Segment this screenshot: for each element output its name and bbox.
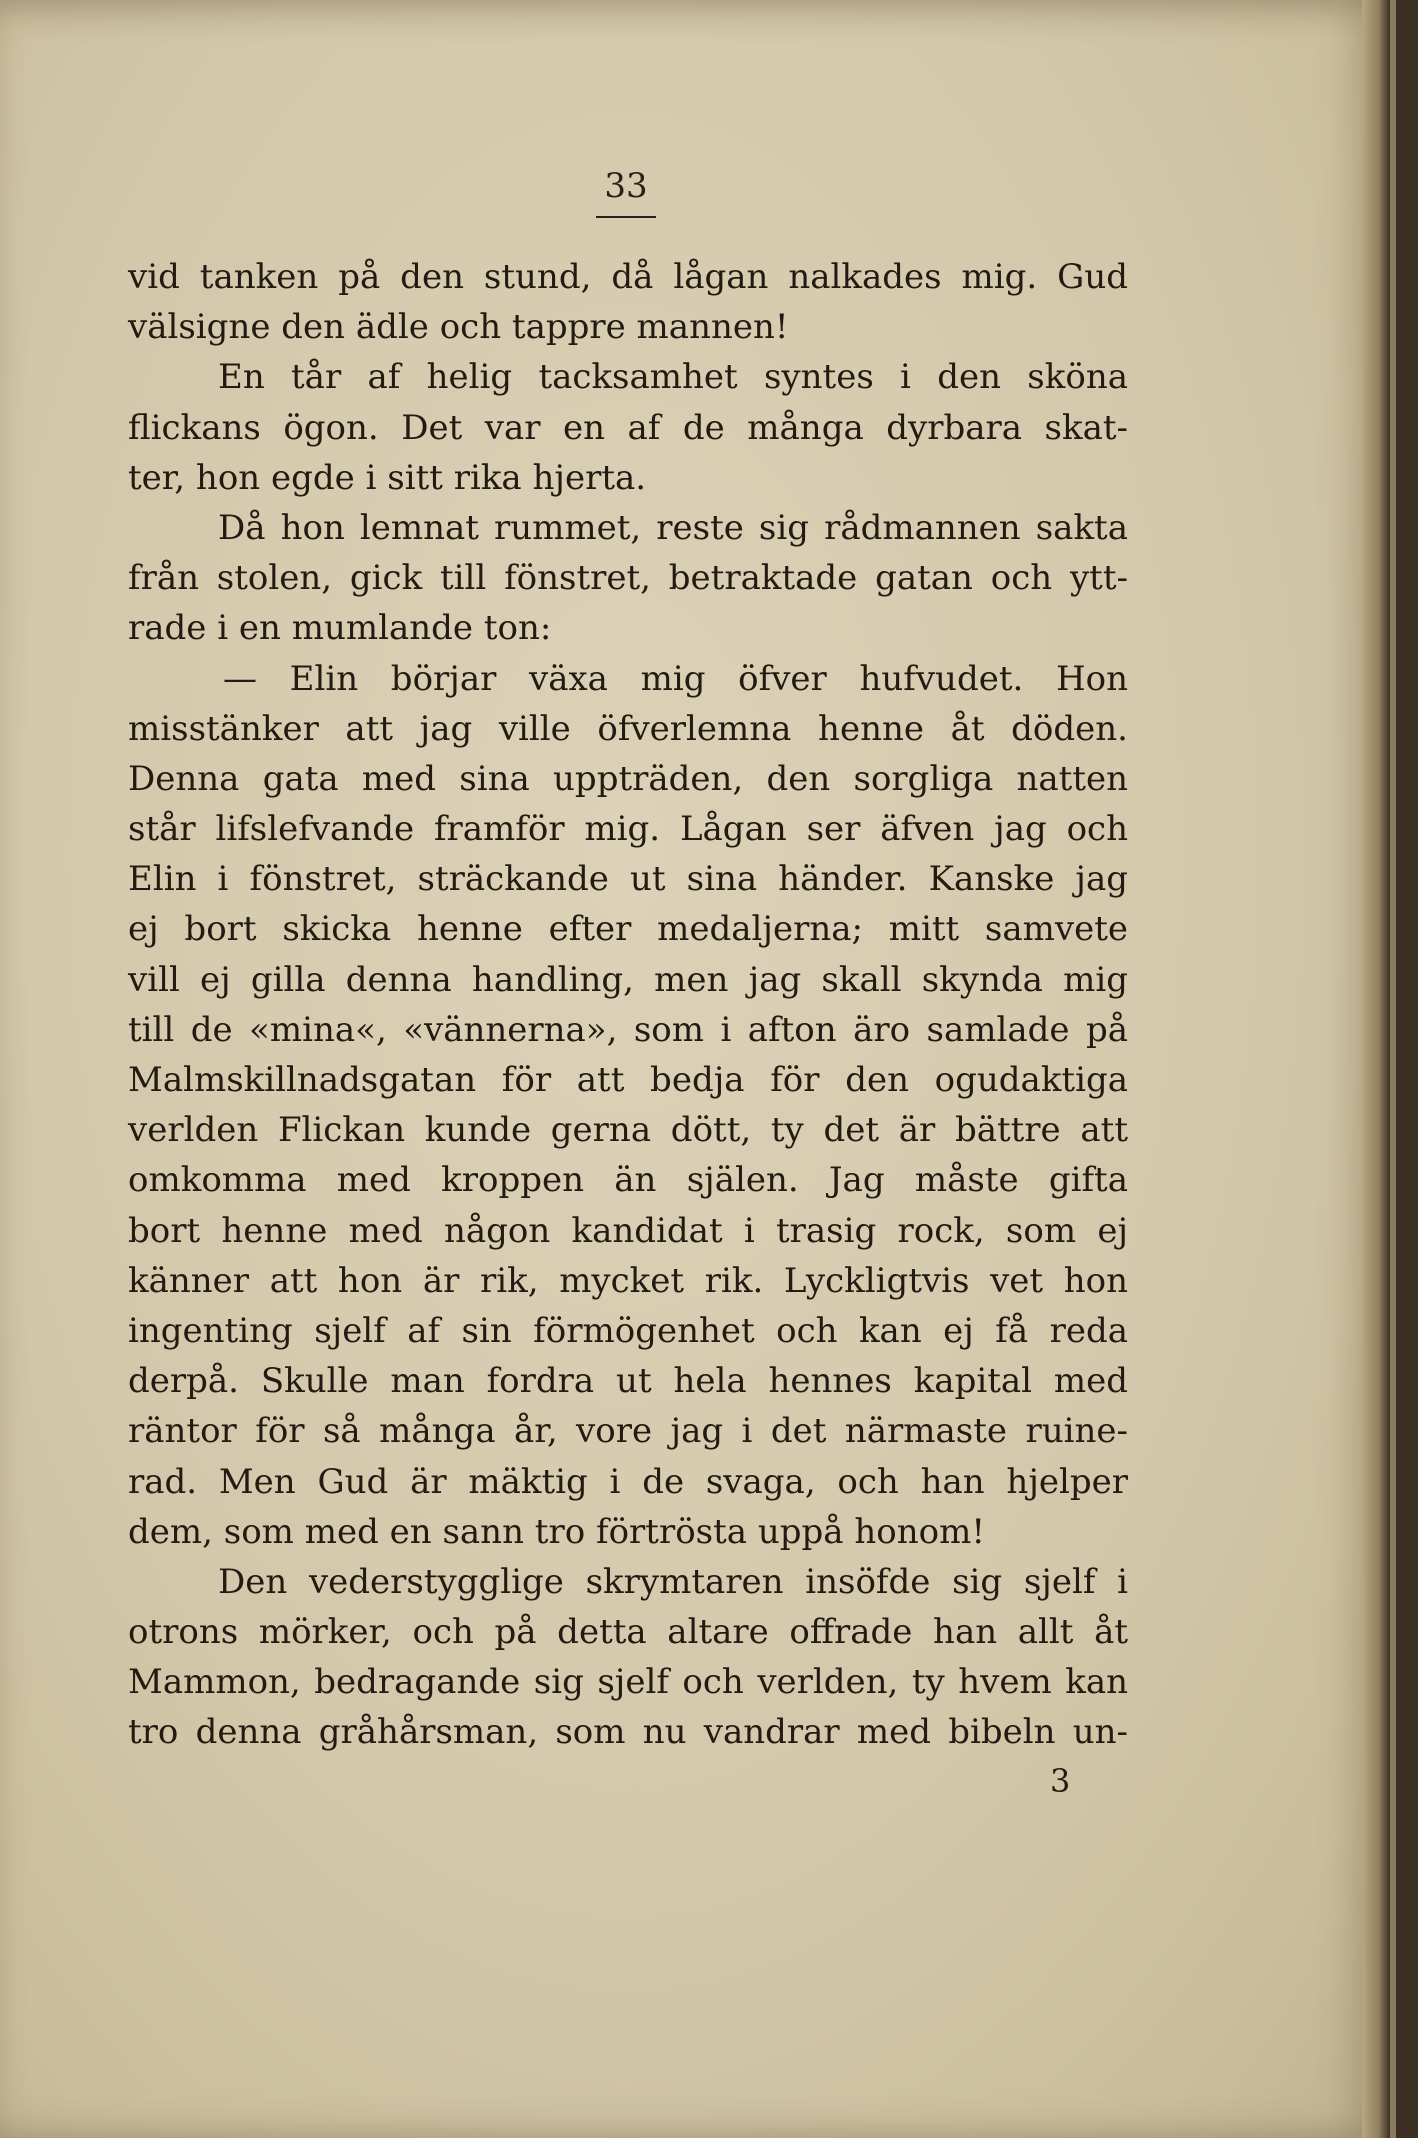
text-line: tro denna gråhårsman, som nu vandrar med bibeln un-: [128, 1712, 1128, 1753]
text-line: omkomma med kroppen än själen. Jag måste gifta: [128, 1160, 1128, 1201]
text-line: derpå. Skulle man fordra ut hela hennes kapital med: [128, 1361, 1128, 1402]
text-line: En tår af helig tacksamhet syntes i den sköna: [218, 357, 1128, 398]
text-line: står lifslefvande framför mig. Lågan ser äfven jag och: [128, 809, 1128, 850]
text-line: från stolen, gick till fönstret, betraktade gatan och ytt-: [128, 558, 1128, 599]
text-line: välsigne den ädle och tappre mannen!: [128, 307, 789, 348]
text-line: ter, hon egde i sitt rika hjerta.: [128, 457, 647, 498]
text-line: Mammon, bedragande sig sjelf och verlden, ty hvem kan: [128, 1662, 1128, 1703]
text-line: Elin i fönstret, sträckande ut sina händer. Kanske jag: [128, 859, 1128, 900]
signature-mark: 3: [1050, 1762, 1071, 1800]
text-line: otrons mörker, och på detta altare offrade han allt åt: [128, 1612, 1128, 1653]
text-line: ej bort skicka henne efter medaljerna; mitt samvete: [128, 909, 1128, 950]
text-line: rad. Men Gud är mäktig i de svaga, och han hjelper: [128, 1461, 1128, 1502]
text-line: flickans ögon. Det var en af de många dyrbara skat-: [128, 407, 1128, 448]
page-number: 33: [604, 166, 648, 206]
body-text: [128, 252, 1128, 1758]
text-line: Denna gata med sina uppträden, den sorgliga natten: [128, 758, 1128, 799]
text-line: ingenting sjelf af sin förmögenhet och kan ej få reda: [128, 1310, 1128, 1351]
text-line: räntor för så många år, vore jag i det närmaste ruine-: [128, 1411, 1128, 1452]
text-line: Då hon lemnat rummet, reste sig rådmannen sakta: [218, 507, 1128, 548]
page-number-rule: [596, 216, 656, 218]
text-line: till de «mina«, «vännerna», som i afton äro samlade på: [128, 1009, 1128, 1050]
text-line: Den vederstygglige skrymtaren insöfde sig sjelf i: [218, 1561, 1128, 1602]
text-line: rade i en mumlande ton:: [128, 608, 552, 649]
text-line: bort henne med någon kandidat i trasig rock, som ej: [128, 1210, 1128, 1251]
text-line: Malmskillnadsgatan för att bedja för den ogudaktiga: [128, 1060, 1128, 1100]
text-line: misstänker att jag ville öfverlemna henne åt döden.: [128, 708, 1128, 749]
text-line: dem, som med en sann tro förtrösta uppå honom!: [128, 1511, 986, 1552]
text-line: — Elin börjar växa mig öfver hufvudet. Hon: [223, 658, 1128, 699]
text-line: verlden Flickan kunde gerna dött, ty det är bättre att: [128, 1110, 1128, 1151]
text-line: vid tanken på den stund, då lågan nalkades mig. Gud: [128, 257, 1128, 297]
text-line: känner att hon är rik, mycket rik. Lyckligtvis vet hon: [128, 1260, 1128, 1301]
page-edge: [1362, 0, 1390, 2138]
text-line: vill ej gilla denna handling, men jag skall skynda mig: [128, 959, 1128, 1000]
